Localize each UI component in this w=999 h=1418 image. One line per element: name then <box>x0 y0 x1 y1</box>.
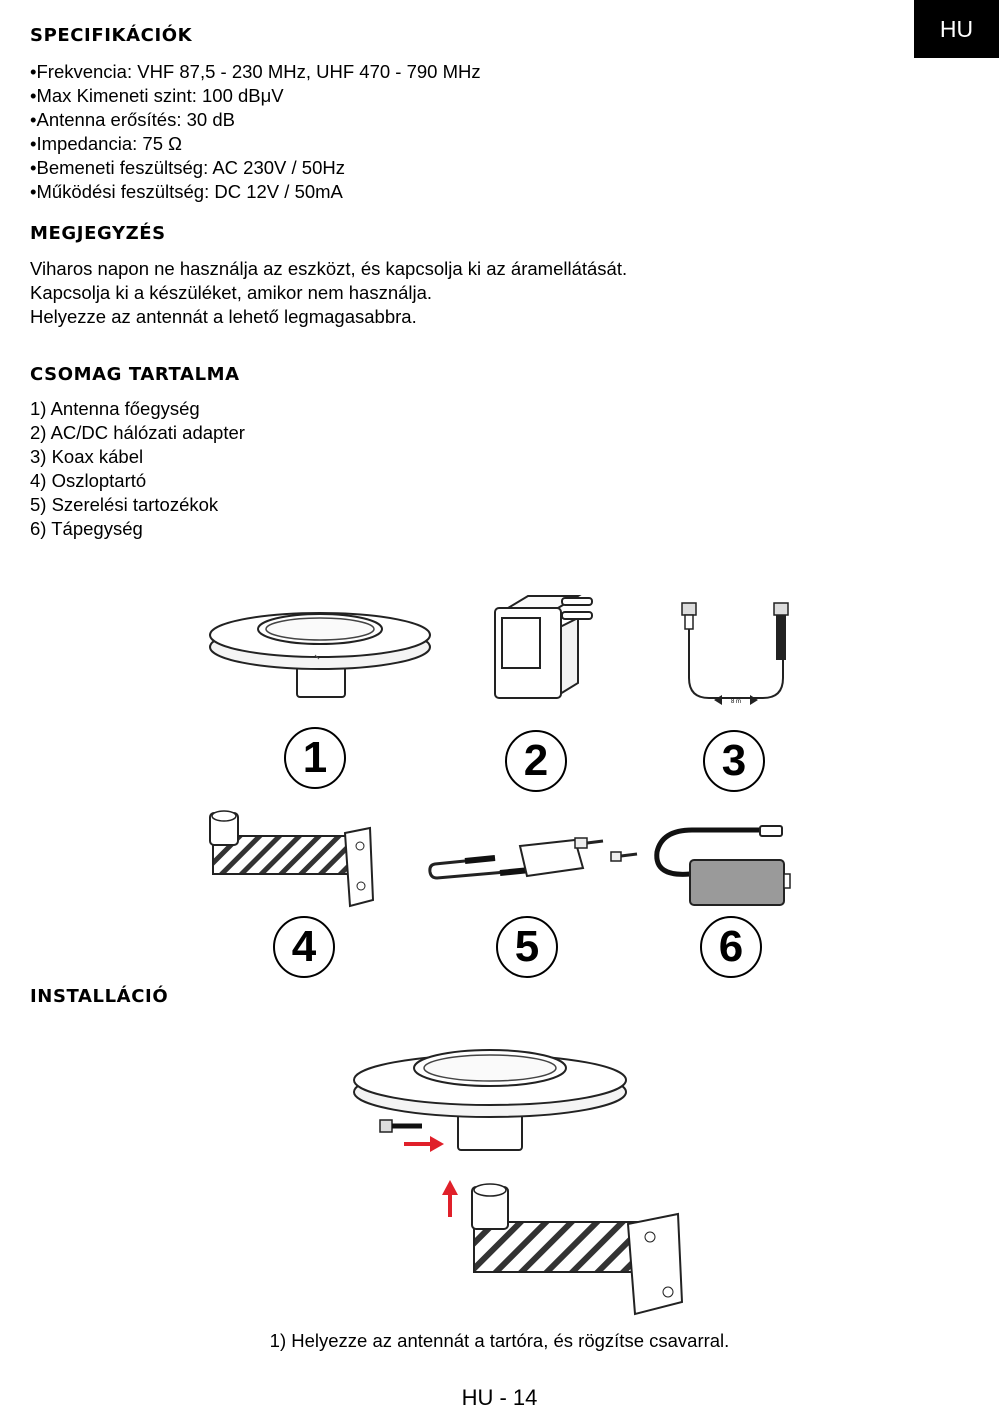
install-step-caption: 1) Helyezze az antennát a tartóra, és rögzítse csavarral. <box>269 1330 730 1351</box>
package-item: 5) Szerelési tartozékok <box>30 494 219 515</box>
package-item: 1) Antenna főegység <box>30 398 200 419</box>
spec-item: •Frekvencia: VHF 87,5 - 230 MHz, UHF 470 - 790 MHz <box>30 61 481 82</box>
cable-length-label: 8 m <box>730 699 742 705</box>
package-item: 6) Tápegység <box>30 518 143 539</box>
spec-item: •Impedancia: 75 Ω <box>30 133 182 154</box>
item-number-2: 2 <box>505 730 567 792</box>
package-item: 2) AC/DC hálózati adapter <box>30 422 245 443</box>
item-number-4: 4 <box>273 916 335 978</box>
coax-cable-illustration <box>676 598 796 708</box>
note-line: Viharos napon ne használja az eszközt, és kapcsolja ki az áramellátását. <box>30 258 628 279</box>
spec-item: •Működési feszültség: DC 12V / 50mA <box>30 181 343 202</box>
item-number-6: 6 <box>700 916 762 978</box>
spec-item: •Antenna erősítés: 30 dB <box>30 109 235 130</box>
package-item: 3) Koax kábel <box>30 446 144 467</box>
mast-bracket-illustration <box>205 808 385 913</box>
specs-heading: SPECIFIKÁCIÓK <box>30 25 193 46</box>
language-tab: HU <box>914 0 999 58</box>
specs-list <box>30 60 481 204</box>
note-line: Helyezze az antennát a lehető legmagasabbra. <box>30 306 417 327</box>
note-text <box>30 257 627 329</box>
note-heading: MEGJEGYZÉS <box>30 223 166 244</box>
package-heading: CSOMAG TARTALMA <box>30 364 240 385</box>
item-number-3: 3 <box>703 730 765 792</box>
antenna-unit-illustration <box>205 595 435 710</box>
spec-item: •Bemeneti feszültség: AC 230V / 50Hz <box>30 157 345 178</box>
mounting-accessories-illustration <box>425 820 645 892</box>
spec-item: •Max Kimeneti szint: 100 dBμV <box>30 85 284 106</box>
installation-illustration <box>350 1032 690 1317</box>
page-number: HU - 14 <box>461 1385 538 1410</box>
item-number-1: 1 <box>284 727 346 789</box>
item-number-5: 5 <box>496 916 558 978</box>
adapter-illustration <box>488 588 603 706</box>
package-list <box>30 397 245 541</box>
power-supply-illustration <box>652 822 797 912</box>
install-heading: INSTALLÁCIÓ <box>30 986 169 1007</box>
package-item: 4) Oszloptartó <box>30 470 147 491</box>
note-line: Kapcsolja ki a készüléket, amikor nem használja. <box>30 282 433 303</box>
